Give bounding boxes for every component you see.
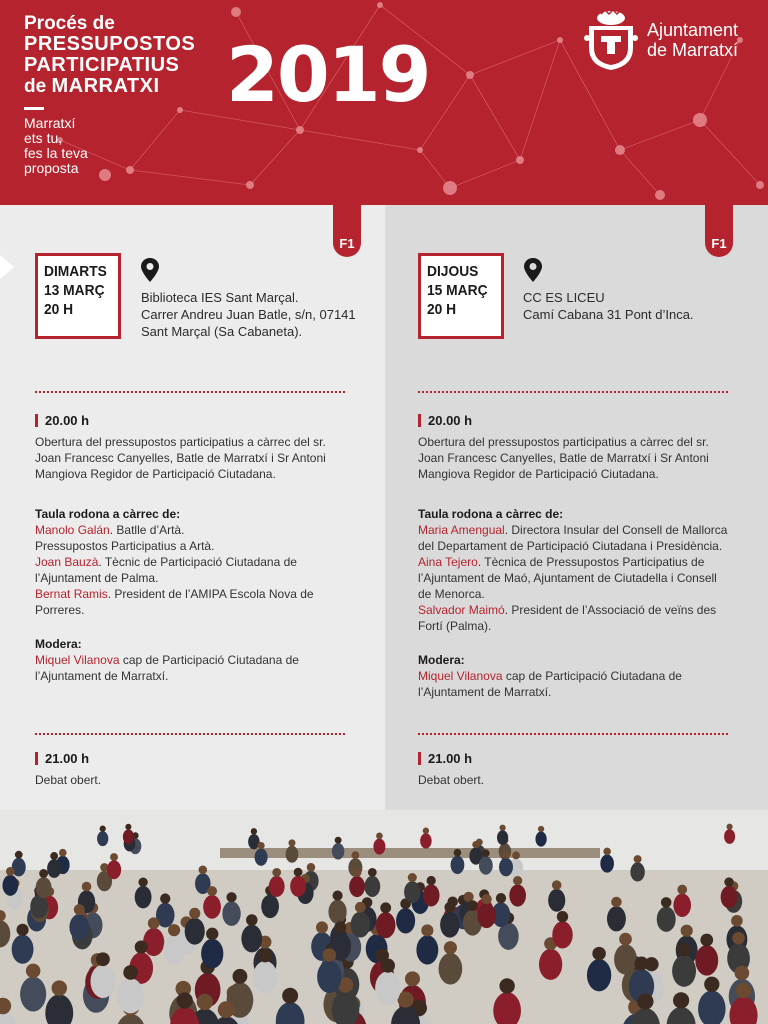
opening-text: Obertura del pressupostos participatius a càrrec del sr. Joan Francesc Canyelles, Batle de Marratxí i Sr Antoni Mangiova Regidor de Participació Ciutadana. [35, 435, 326, 481]
person-silhouette [440, 912, 459, 938]
person-head [557, 911, 568, 922]
person-silhouette [497, 830, 508, 845]
person-silhouette [163, 935, 185, 964]
dotted-divider [418, 733, 728, 735]
person-head [52, 980, 68, 996]
person-head [316, 921, 328, 933]
person-head [100, 826, 106, 832]
title-line-2: PRESSUPOSTOS [24, 33, 196, 55]
person-head [288, 839, 295, 846]
person-silhouette [695, 945, 718, 976]
person-head [39, 869, 48, 878]
person-silhouette [117, 978, 143, 1013]
person-head [482, 849, 490, 857]
person-head [481, 894, 491, 904]
event-day: DIMARTS [44, 263, 107, 280]
person-head [727, 824, 733, 830]
debate-text: Debat obert. [35, 773, 102, 787]
person-head [677, 885, 687, 895]
event-hour: 20 H [427, 301, 457, 318]
person-silhouette [614, 944, 637, 974]
person-head [467, 900, 478, 911]
event-tag: F1 [705, 205, 733, 257]
person-silhouette [290, 876, 306, 897]
person-silhouette [364, 876, 380, 897]
person-silhouette [552, 921, 572, 948]
moderator: Modera: Miquel Vilanova cap de Participació Ciutadana de l’Ajuntament de Marratxí. [35, 636, 355, 684]
event-date: 15 MARÇ [427, 282, 488, 299]
person-head [736, 983, 752, 999]
person-silhouette [587, 959, 611, 991]
moderator-title: Modera: [35, 637, 82, 651]
person-head [59, 849, 67, 857]
person-head [226, 892, 236, 902]
person-head [123, 965, 138, 980]
person-silhouette [12, 935, 34, 964]
person-silhouette [630, 862, 644, 881]
person-head [611, 897, 622, 908]
panelist-line: Salvador Maimó. President de l’Associació de veïns des [418, 603, 717, 617]
person-head [381, 959, 395, 973]
person-head [700, 934, 713, 947]
person-silhouette [373, 839, 385, 855]
person-silhouette [203, 895, 221, 919]
person-head [233, 969, 248, 984]
person-silhouette [201, 939, 223, 969]
person-silhouette [724, 829, 735, 844]
person-silhouette [548, 889, 565, 912]
person-head [444, 902, 455, 913]
person-silhouette [107, 860, 121, 879]
person-head [177, 992, 193, 1008]
title-line-3: PARTICIPATIUS [24, 54, 180, 76]
person-silhouette [185, 918, 205, 945]
person-silhouette [269, 876, 285, 897]
dotted-divider [35, 733, 345, 735]
time-opening: 20.00 h [35, 413, 89, 428]
person-head [552, 880, 562, 890]
person-head [17, 924, 29, 936]
person-head [246, 914, 258, 926]
person-head [673, 992, 689, 1008]
person-silhouette [375, 971, 401, 1005]
person-silhouette [222, 901, 240, 926]
person-silhouette [241, 925, 262, 953]
person-silhouette [535, 832, 546, 847]
person-head [592, 947, 606, 961]
person-head [454, 849, 462, 857]
panelist-line: Porreres. [35, 603, 85, 617]
person-head [168, 924, 180, 936]
person-silhouette [479, 856, 493, 874]
person-silhouette [123, 829, 134, 844]
person-head [512, 851, 520, 859]
person-head [135, 940, 148, 953]
location-pin-icon [523, 257, 543, 283]
person-head [661, 897, 672, 908]
person-silhouette [423, 884, 440, 906]
person-head [26, 964, 41, 979]
person-head [376, 833, 383, 840]
person-head [502, 851, 510, 859]
panelist-line: l’Ajuntament de Palma. [35, 571, 159, 585]
person-head [681, 925, 693, 937]
moderator-name: Miquel Vilanova [418, 669, 503, 683]
person-silhouette [673, 893, 691, 917]
person-head [257, 842, 264, 849]
person-head [408, 873, 417, 882]
person-silhouette [404, 881, 420, 903]
person-head [634, 855, 642, 863]
panelist-line: Manolo Galán. Batlle d’Artà. [35, 523, 185, 537]
venue-address: CC ES LICEU Camí Cabana 31 Pont d’Inca. [523, 290, 694, 322]
person-head [472, 841, 479, 848]
person-head [731, 915, 743, 927]
person-head [307, 863, 315, 871]
person-head [499, 825, 505, 831]
person-head [496, 893, 506, 903]
person-silhouette [36, 877, 52, 898]
person-silhouette [607, 906, 626, 931]
person-head [50, 852, 58, 860]
slogan: Marratxí ets tu, fes la teva proposta [24, 115, 88, 176]
debate-text: Debat obert. [418, 773, 485, 787]
person-head [323, 948, 337, 962]
person-head [160, 893, 170, 903]
person-silhouette [253, 961, 278, 994]
event-column-right [387, 205, 768, 820]
person-head [619, 933, 632, 946]
title-block [24, 14, 195, 176]
person-head [735, 966, 750, 981]
person-silhouette [47, 859, 61, 878]
person-head [125, 824, 131, 830]
person-silhouette [416, 935, 438, 964]
person-head [294, 868, 303, 877]
person-silhouette [672, 955, 696, 987]
event-date: 13 MARÇ [44, 282, 105, 299]
person-head [444, 941, 457, 954]
person-head [15, 851, 23, 859]
round-table-title: Taula rodona a càrrec de: [418, 507, 564, 521]
person-head [272, 868, 281, 877]
person-silhouette [255, 848, 268, 865]
person-head [634, 956, 648, 970]
person-head [677, 943, 690, 956]
date-box [35, 253, 121, 339]
person-head [207, 886, 217, 896]
round-table-title: Taula rodona a càrrec de: [35, 507, 181, 521]
crowd-photo [0, 810, 768, 1024]
person-silhouette [20, 977, 46, 1012]
person-silhouette [477, 903, 496, 928]
person-head [368, 868, 377, 877]
section-arrow [0, 255, 14, 279]
person-silhouette [135, 886, 152, 908]
event-column-left [0, 205, 385, 820]
person-head [421, 924, 433, 936]
person-head [74, 904, 85, 915]
person-head [197, 994, 213, 1010]
municipal-crest-logo [583, 8, 639, 72]
person-head [335, 837, 342, 844]
dotted-divider [418, 391, 728, 393]
person-head [198, 865, 207, 874]
person-head [380, 902, 391, 913]
person-silhouette [328, 900, 346, 924]
person-silhouette [349, 876, 365, 897]
panelist-line: de Menorca. [418, 587, 485, 601]
panelist-line: Bernat Ramis. President de l’AMIPA Escola Nova de [35, 587, 314, 601]
person-silhouette [143, 928, 164, 956]
person-silhouette [97, 831, 108, 846]
time-debate: 21.00 h [35, 751, 89, 766]
person-silhouette [30, 895, 48, 919]
person-silhouette [451, 856, 465, 874]
opening-text: Obertura del pressupostos participatius a càrrec del sr. Joan Francesc Canyelles, Batle de Marratxí i Sr Antoni Mangiova Regidor de Participació Ciutadana. [418, 435, 709, 481]
person-head [603, 848, 611, 856]
person-head [724, 877, 733, 886]
person-silhouette [90, 965, 115, 998]
person-head [353, 868, 362, 877]
panelist-line: Maria Amengual. Directora Insular del Consell de Mallorca [418, 523, 728, 537]
person-head [732, 932, 745, 945]
venue-address: Biblioteca IES Sant Marçal. Carrer Andreu Juan Batle, s/n, 07141 Sant Marçal (Sa Cabaneta). [141, 290, 356, 339]
person-head [538, 826, 544, 832]
person-silhouette [396, 908, 415, 933]
person-silhouette [69, 914, 89, 940]
event-day: DIJOUS [427, 263, 479, 280]
person-head [355, 902, 366, 913]
panelist-line: Aina Tejero. Tècnica de Pressupostos Participatius de [418, 555, 705, 569]
person-silhouette [721, 886, 738, 908]
moderator: Modera: Miquel Vilanova cap de Participació Ciutadana de l’Ajuntament de Marratxí. [418, 652, 748, 700]
header-banner [0, 0, 768, 205]
person-head [282, 988, 298, 1004]
person-silhouette [439, 953, 463, 985]
panelist-line: l’Ajuntament de Maó, Ajuntament de Ciutadella i Consell [418, 571, 717, 585]
round-table [35, 506, 355, 618]
person-silhouette [657, 907, 676, 932]
panelist-line: Pressupostos Participatius a Artà. [35, 539, 215, 553]
moderator-title: Modera: [418, 653, 465, 667]
person-head [423, 828, 429, 834]
moderator-name: Miquel Vilanova [35, 653, 120, 667]
person-head [189, 908, 200, 919]
person-head [110, 853, 118, 861]
person-head [138, 877, 147, 886]
person-head [513, 876, 522, 885]
title-line-4: de MARRATXI [24, 75, 160, 97]
person-head [427, 876, 436, 885]
location-pin-icon [140, 257, 160, 283]
person-head [405, 971, 420, 986]
year: 2019 [226, 30, 430, 119]
person-head [704, 977, 719, 992]
person-head [96, 952, 110, 966]
panelist-line: Joan Bauzà. Tècnic de Participació Ciutadana de [35, 555, 297, 569]
person-head [148, 917, 160, 929]
person-silhouette [317, 960, 341, 993]
event-tag: F1 [333, 205, 361, 257]
person-silhouette [600, 854, 614, 872]
person-silhouette [376, 912, 396, 938]
person-head [218, 1001, 235, 1018]
person-head [334, 921, 346, 933]
panelist-line: Fortí (Palma). [418, 619, 492, 633]
person-silhouette [539, 949, 562, 980]
person-silhouette [2, 875, 18, 896]
person-silhouette [332, 843, 344, 860]
panelist-line: del Departament de Participació Ciutadana i Presidència. [418, 539, 723, 553]
person-silhouette [420, 833, 431, 848]
person-head [351, 851, 359, 859]
person-head [258, 949, 272, 963]
logo-text: Ajuntament de Marratxí [647, 20, 739, 60]
person-head [82, 882, 92, 892]
person-silhouette [286, 846, 299, 863]
person-head [499, 978, 514, 993]
title-divider [24, 107, 44, 110]
person-silhouette [509, 884, 526, 906]
title-place: MARRATXI [51, 75, 160, 97]
person-head [6, 867, 15, 876]
person-silhouette [351, 912, 370, 938]
person-silhouette [499, 858, 513, 877]
person-head [206, 928, 218, 940]
person-head [637, 993, 653, 1009]
time-debate: 21.00 h [418, 751, 472, 766]
time-opening: 20.00 h [418, 413, 472, 428]
person-head [332, 891, 342, 901]
event-hour: 20 H [44, 301, 74, 318]
person-silhouette [261, 895, 279, 919]
dotted-divider [35, 391, 345, 393]
person-head [251, 828, 257, 834]
round-table [418, 506, 758, 634]
date-box [418, 253, 504, 339]
title-line-1: Procés de [24, 13, 115, 34]
